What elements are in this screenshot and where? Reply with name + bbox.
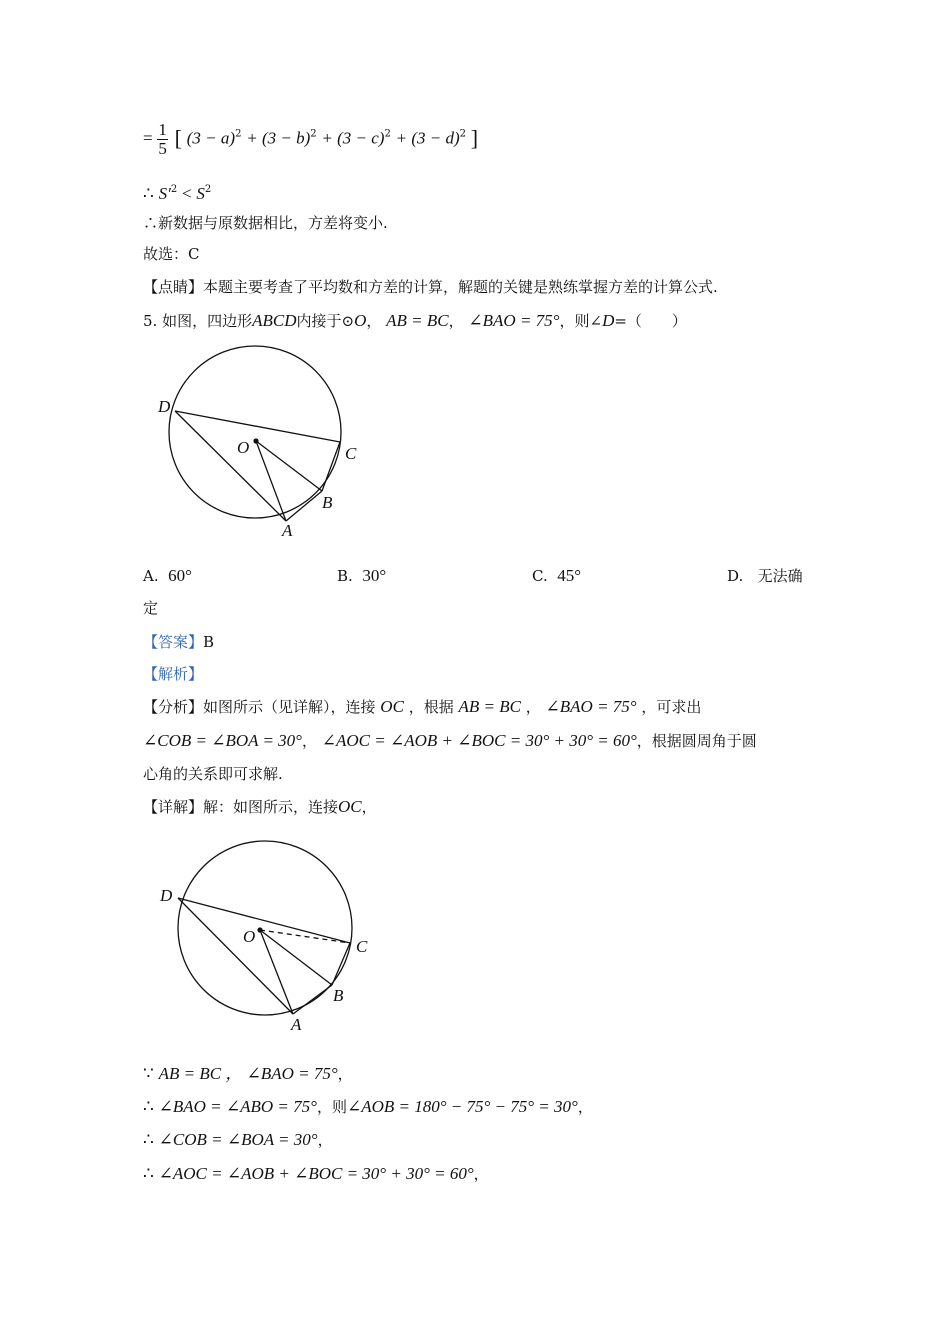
variance-comparison xyxy=(143,180,211,204)
new-variance: S′ xyxy=(158,184,171,203)
equals-sign: = xyxy=(143,128,153,148)
detail-text-1: 【详解】解：如图所示，连接 xyxy=(143,798,339,816)
fraction-one-fifth xyxy=(157,121,168,158)
term-a: (3 − a) xyxy=(186,128,236,148)
label-d: D xyxy=(158,397,171,416)
step-2-tail: ， xyxy=(577,1098,593,1116)
angle-d: D xyxy=(602,311,615,330)
label-a-2: A xyxy=(291,1015,302,1034)
condition-angle-bao: ∠BAO = 75° xyxy=(468,311,560,330)
option-d xyxy=(727,566,803,586)
because-symbol: ∵ xyxy=(143,1064,154,1083)
comment-line: 【点睛】本题主要考查了平均数和方差的计算，解题的关键是熟练掌握方差的计算公式. xyxy=(143,278,718,296)
label-b-2: B xyxy=(333,986,344,1005)
option-d-wrap: 定 xyxy=(143,599,159,617)
step-2 xyxy=(143,1097,593,1117)
circle-diagram-2 xyxy=(150,838,380,1038)
center-point-2 xyxy=(257,927,262,932)
step-1 xyxy=(143,1064,353,1084)
analysis-text-3: ， xyxy=(525,698,541,716)
chord-da-2 xyxy=(178,898,293,1014)
question-text-3: ，则∠ xyxy=(559,312,603,330)
analysis-text-1: 【分析】如图所示（见详解），连接 xyxy=(143,698,376,716)
label-b: B xyxy=(322,493,333,512)
detail-text-2: ， xyxy=(361,798,377,816)
option-d-value: 无法确 xyxy=(757,567,803,585)
condition-ab-bc: AB = BC xyxy=(386,311,449,330)
therefore-symbol: ∴ xyxy=(143,184,154,203)
question-number: 5. xyxy=(143,312,158,330)
detail-line xyxy=(143,797,377,817)
option-a-value: 60° xyxy=(168,566,192,585)
chord-bc-2 xyxy=(332,943,350,985)
term-c: + (3 − c) xyxy=(321,128,385,148)
variance-formula xyxy=(143,121,478,158)
sep-1: ， xyxy=(366,312,382,330)
bracket-close: ] xyxy=(470,125,479,151)
chord-ab xyxy=(286,491,322,521)
analysis-text-2: ，根据 xyxy=(408,698,454,716)
center-point xyxy=(253,438,258,443)
exp-a: 2 xyxy=(235,128,242,140)
answer-value: B xyxy=(203,633,215,651)
analysis-aoc: ∠AOC = ∠AOB + ∠BOC = 30° + 30° = 60° xyxy=(321,731,637,750)
option-c-label: C. xyxy=(532,567,548,585)
analysis-line-1 xyxy=(143,697,701,717)
analysis-line-3: 心角的关系即可求解. xyxy=(143,765,283,783)
analysis-ab-bc: AB = BC xyxy=(458,697,521,716)
question-text-4: =（ ） xyxy=(614,312,687,330)
less-than: < xyxy=(181,184,192,203)
fraction-numerator: 1 xyxy=(158,120,167,139)
step-3-tail: ， xyxy=(317,1131,333,1149)
segment-oc: OC xyxy=(380,697,404,716)
option-a-label: A. xyxy=(143,567,159,585)
new-variance-exp: 2 xyxy=(170,184,178,195)
fraction-denominator: 5 xyxy=(158,139,167,158)
step-1-math: AB = BC ， ∠BAO = 75° xyxy=(158,1064,338,1083)
circle-o-1 xyxy=(169,346,341,518)
step-2-mid: ，则 xyxy=(316,1098,347,1116)
step-4-tail: ， xyxy=(473,1165,489,1183)
label-o-2: O xyxy=(243,927,256,946)
step-4-math: ∠AOC = ∠AOB + ∠BOC = 30° + 30° = 60° xyxy=(158,1164,474,1183)
question-text-1: 如图，四边形 xyxy=(162,312,253,330)
step-3-math: ∠COB = ∠BOA = 30° xyxy=(158,1130,318,1149)
answer-line xyxy=(143,632,214,652)
question-5 xyxy=(143,311,687,331)
exp-d: 2 xyxy=(459,128,466,140)
option-d-label: D. xyxy=(727,567,744,585)
option-b-value: 30° xyxy=(362,566,387,585)
chord-dc xyxy=(175,411,340,442)
circle-o: O xyxy=(354,311,367,330)
therefore-symbol-3: ∴ xyxy=(143,1130,154,1149)
old-variance-exp: 2 xyxy=(204,184,212,195)
step-2-math: ∠BAO = ∠ABO = 75° xyxy=(158,1097,317,1116)
chord-bc xyxy=(322,442,340,491)
analysis-bao: ∠BAO = 75° xyxy=(545,697,637,716)
step-1-tail: ， xyxy=(337,1065,353,1083)
analysis-text-4: ，可求出 xyxy=(641,698,702,716)
analysis-text-6: ，根据圆周角于圆 xyxy=(636,732,757,750)
term-b: + (3 − b) xyxy=(246,128,311,148)
detail-oc: OC xyxy=(338,797,362,816)
exp-c: 2 xyxy=(384,128,391,140)
option-c xyxy=(532,566,581,586)
chord-ab-2 xyxy=(293,985,332,1014)
step-4 xyxy=(143,1164,489,1184)
question-text-2: 内接于⊙ xyxy=(296,312,355,330)
label-c-2: C xyxy=(356,937,368,956)
option-c-value: 45° xyxy=(557,566,582,585)
label-d-2: D xyxy=(160,886,173,905)
conclusion-line: ∴新数据与原数据相比，方差将变小. xyxy=(143,214,388,232)
label-o: O xyxy=(237,438,250,457)
label-c: C xyxy=(345,444,357,463)
analysis-cob: ∠COB = ∠BOA = 30° xyxy=(143,731,302,750)
option-b xyxy=(337,566,386,586)
quad-abcd: ABCD xyxy=(252,311,297,330)
sep-2: ， xyxy=(448,312,464,330)
exp-b: 2 xyxy=(310,128,317,140)
option-a xyxy=(143,566,192,586)
chord-dc-2 xyxy=(178,898,350,943)
analysis-text-5: ， xyxy=(301,732,317,750)
analysis-tag: 【解析】 xyxy=(143,665,204,683)
term-d: + (3 − d) xyxy=(395,128,460,148)
option-b-label: B. xyxy=(337,567,353,585)
therefore-symbol-4: ∴ xyxy=(143,1164,154,1183)
bracket-open: [ xyxy=(174,125,182,151)
label-a: A xyxy=(282,521,293,540)
circle-diagram-1 xyxy=(150,345,380,545)
old-variance: S xyxy=(196,184,205,203)
choice-line: 故选：C xyxy=(143,245,200,263)
answer-tag: 【答案】 xyxy=(143,633,204,651)
step-2-math2: ∠AOB = 180° − 75° − 75° = 30° xyxy=(346,1097,578,1116)
analysis-line-2 xyxy=(143,731,757,751)
step-3 xyxy=(143,1130,333,1150)
chord-da xyxy=(175,411,286,521)
therefore-symbol-2: ∴ xyxy=(143,1097,154,1116)
